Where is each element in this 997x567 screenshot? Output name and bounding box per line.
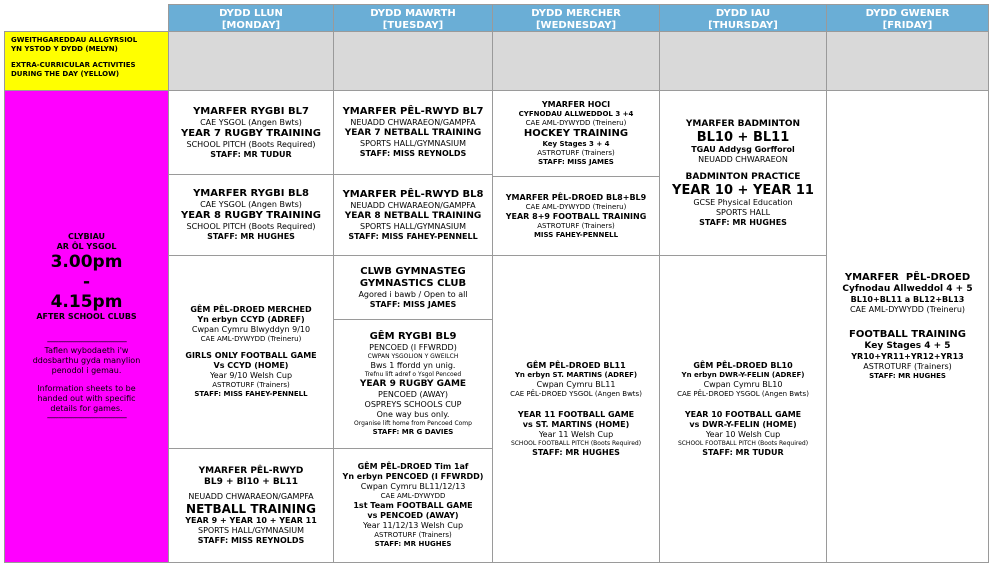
tuesday-year8-netball: [333, 174, 493, 256]
activity-title-welsh: YMARFER PÊL-DROED BL8+BL9: [505, 192, 647, 202]
clubs-note-welsh-line2: ddosbarthu gyda manylion: [32, 355, 141, 365]
activity-title-english: YEAR 7 RUGBY TRAINING: [181, 127, 321, 139]
activity-staff: STAFF: MISS FAHEY-PENNELL: [194, 390, 308, 398]
activity-competition-english: Year 9/10 Welsh Cup: [209, 371, 293, 380]
activity-years-english: YEAR 10 + YEAR 11: [672, 182, 814, 198]
activity-title-welsh: GÊM PÊL-DROED BL10: [693, 360, 793, 370]
activity-staff: STAFF: MR TUDUR: [210, 149, 292, 159]
activity-access: Agored i bawb / Open to all: [358, 289, 468, 299]
header-friday-welsh: DYDD GWENER: [865, 8, 950, 19]
clubs-separator-bottom: ------------------------------------------: [46, 412, 127, 422]
activity-location-welsh: CAE YSGOL (Angen Bwts): [200, 200, 302, 209]
during-day-thursday: [659, 31, 827, 91]
wednesday-year11-football-game: [492, 255, 660, 563]
activity-staff: STAFF: MISS FAHEY-PENNELL: [348, 231, 478, 241]
legend-welsh-line2: YN YSTOD Y DYDD (MELYN): [11, 45, 118, 53]
clubs-welsh-line2: AR ÔL YSGOL: [56, 241, 117, 251]
clubs-note-english-line3: details for games.: [50, 403, 123, 413]
activity-location-english: ASTROTURF (Trainers): [537, 221, 615, 230]
activity-title-welsh: YMARFER RYGBI BL8: [193, 188, 309, 199]
activity-staff: STAFF: MISS REYNOLDS: [359, 149, 467, 158]
activity-competition-english: OSPREYS SCHOOLS CUP: [364, 400, 462, 409]
header-monday-english: [MONDAY]: [221, 20, 281, 31]
activity-years-welsh: BL10 + BL11: [696, 129, 790, 145]
activity-title-english: 1st Team FOOTBALL GAME: [353, 501, 473, 510]
activity-opponent-welsh: Yn erbyn CCYD (ADREF): [197, 315, 305, 324]
activity-staff: STAFF: MR HUGHES: [532, 447, 620, 457]
legend-yellow: [4, 31, 169, 91]
activity-staff: STAFF: MR HUGHES: [699, 217, 787, 227]
clubs-welsh-line1: CLYBIAU: [67, 231, 106, 241]
clubs-separator-top: ------------------------------------------: [46, 336, 127, 346]
activity-staff: STAFF: MISS JAMES: [538, 158, 614, 166]
activity-opponent-english: vs ST. MARTINS (HOME): [522, 419, 630, 429]
activity-location-english: ASTROTURF (Trainers): [374, 531, 452, 539]
activity-location-english: SPORTS HALL/GYMNASIUM: [359, 139, 467, 148]
activity-title-welsh: YMARFER PÊL-RWYD BL8: [342, 188, 484, 200]
activity-title-english: HOCKEY TRAINING: [523, 128, 629, 139]
activity-location-english: SCHOOL PITCH (Boots Required): [186, 222, 316, 231]
activity-title-welsh: GÊM PÊL-DROED Tim 1af: [357, 462, 469, 471]
activity-title-english: YEAR 8+9 FOOTBALL TRAINING: [505, 211, 647, 221]
tuesday-first-team-football: [333, 448, 493, 563]
activity-venue-english: PENCOED (AWAY): [378, 390, 448, 399]
activity-opponent-welsh: Yn erbyn ST. MARTINS (ADREF): [514, 370, 638, 379]
activity-location-english: SPORTS HALL/GYMNASIUM: [359, 221, 467, 231]
activity-title-english: YEAR 7 NETBALL TRAINING: [344, 128, 482, 138]
monday-year8-rugby: [168, 174, 334, 256]
activity-location-english: SPORTS HALL/GYMNASIUM: [197, 525, 305, 535]
activity-location-english: ASTROTURF (Trainers): [212, 381, 290, 389]
activity-competition-english: Year 11 Welsh Cup: [538, 429, 614, 439]
activity-course-english: GCSE Physical Education: [693, 197, 793, 207]
activity-location-welsh: CAE AML-DYWYDD (Treineru): [525, 202, 627, 211]
activity-title-english: FOOTBALL TRAINING: [849, 329, 966, 340]
activity-staff: STAFF: MISS JAMES: [369, 299, 457, 309]
activity-staff: STAFF: MR HUGHES: [869, 372, 946, 380]
activity-location-english: ASTROTURF (Trainers): [537, 149, 615, 157]
activity-opponent-english: vs PENCOED (AWAY): [367, 511, 459, 520]
clubs-english: AFTER SCHOOL CLUBS: [36, 311, 137, 321]
activity-location-welsh: CAE AML-DYWYDD: [380, 492, 446, 500]
header-thursday-english: [THURSDAY]: [708, 20, 778, 31]
activity-location-welsh: NEUADD CHWARAEON/GAMPFA: [188, 491, 314, 501]
activity-location-welsh: CAE YSGOL (Angen Bwts): [200, 117, 302, 127]
header-wednesday: [492, 4, 660, 32]
activity-title-welsh: YMARFER PÊL-DROED: [844, 272, 971, 283]
tuesday-year9-rugby-game: [333, 319, 493, 449]
activity-staff: STAFF: MR TUDUR: [702, 447, 784, 457]
activity-title-welsh: YMARFER HOCI: [541, 100, 611, 109]
tuesday-gymnastics-club: [333, 255, 493, 320]
activity-title-welsh: GÊM PÊL-DROED BL11: [526, 360, 626, 370]
activity-opponent-english: Vs CCYD (HOME): [213, 361, 289, 370]
activity-competition-welsh: Cwpan Cymru BL11/12/13: [360, 482, 466, 491]
header-tuesday-english: [TUESDAY]: [382, 20, 444, 31]
activity-lift-note-english: Organise lift home from Pencoed Comp: [354, 420, 472, 427]
activity-title-welsh: YMARFER PÊL-RWYD: [198, 465, 304, 476]
clubs-time-start: 3.00pm: [50, 251, 123, 272]
activity-staff: MISS FAHEY-PENNELL: [533, 230, 619, 239]
activity-title-english: YEAR 11 FOOTBALL GAME: [517, 409, 635, 419]
activity-title-welsh: GÊM RYGBI BL9: [369, 331, 457, 342]
activity-location-welsh: CAE PÊL-DROED YSGOL (Angen Bwts): [677, 389, 809, 398]
activity-key-stages-english: Key Stages 4 + 5: [864, 341, 951, 351]
legend-english-line1: EXTRA-CURRICULAR ACTIVITIES: [11, 61, 136, 69]
friday-football-training: [826, 90, 989, 563]
activity-staff: STAFF: MR HUGHES: [207, 232, 295, 241]
header-tuesday-welsh: DYDD MAWRTH: [370, 8, 456, 19]
activity-staff: STAFF: MISS REYNOLDS: [197, 535, 305, 545]
activity-staff: STAFF: MR HUGHES: [374, 540, 452, 548]
activity-opponent-english: vs DWR-Y-FELIN (HOME): [689, 419, 797, 429]
activity-location-english: ASTROTURF (Trainers): [863, 362, 952, 371]
header-wednesday-english: [WEDNESDAY]: [535, 20, 617, 31]
header-thursday: [659, 4, 827, 32]
activity-location-english: SPORTS HALL: [715, 207, 771, 217]
wednesday-hockey-training: [492, 90, 660, 177]
activity-location-welsh: NEUADD CHWARAEON/GAMPFA: [350, 118, 476, 127]
activity-location-english: SCHOOL FOOTBALL PITCH (Boots Required): [677, 439, 809, 447]
clubs-note-english-line1: Information sheets to be: [37, 383, 136, 393]
activity-location-welsh: NEUADD CHWARAEON: [698, 154, 788, 164]
activity-competition-welsh: CWPAN YSGOLION Y GWEILCH: [367, 353, 459, 360]
during-day-tuesday: [333, 31, 493, 91]
during-day-wednesday: [492, 31, 660, 91]
activity-location-welsh: CAE AML-DYWYDD (Treineru): [849, 305, 966, 314]
activity-title-english: YEAR 10 FOOTBALL GAME: [684, 409, 802, 419]
activity-years-english: YR10+YR11+YR12+YR13: [851, 352, 964, 361]
activity-competition-welsh: Cwpan Cymru Blwyddyn 9/10: [191, 325, 311, 334]
monday-year7-rugby: [168, 90, 334, 175]
activity-location-welsh: CAE PÊL-DROED YSGOL (Angen Bwts): [510, 389, 642, 398]
activity-transport-welsh: Bws 1 ffordd yn unig.: [370, 361, 456, 370]
activity-title-english: GIRLS ONLY FOOTBALL GAME: [185, 351, 317, 360]
activity-title-english: BADMINTON PRACTICE: [685, 171, 801, 182]
activity-title-welsh: YMARFER BADMINTON: [685, 118, 801, 129]
activity-competition-english: Year 10 Welsh Cup: [705, 429, 781, 439]
clubs-time-dash: -: [82, 271, 91, 292]
monday-girls-football-game: [168, 255, 334, 449]
activity-title-english: YEAR 8 NETBALL TRAINING: [344, 210, 482, 221]
activity-competition-welsh: Cwpan Cymru BL11: [536, 379, 616, 389]
activity-competition-welsh: Cwpan Cymru BL10: [703, 379, 783, 389]
activity-key-stages-welsh: CYFNODAU ALLWEDDOL 3 +4: [518, 110, 634, 118]
header-monday-welsh: DYDD LLUN: [219, 8, 283, 19]
after-school-clubs-label: [4, 90, 169, 563]
during-day-monday: [168, 31, 334, 91]
activity-title-english: GYMNASTICS CLUB: [359, 277, 467, 289]
activity-years-welsh: BL9 + Bl10 + BL11: [203, 476, 299, 487]
activity-lift-note-welsh: Trefnu lift adref o Ysgol Pencoed: [364, 371, 462, 378]
activity-title-welsh: YMARFER RYGBI BL7: [193, 105, 309, 117]
activity-years-welsh: BL10+BL11 a BL12+BL13: [850, 295, 965, 304]
activity-title-welsh: GÊM PÊL-DROED MERCHED: [190, 305, 312, 314]
activity-competition-english: Year 11/12/13 Welsh Cup: [362, 521, 464, 530]
legend-english-line2: DURING THE DAY (YELLOW): [11, 70, 120, 78]
clubs-note-welsh-line1: Taflen wybodaeth i'w: [44, 345, 129, 355]
activity-location-welsh: CAE AML-DYWYDD (Treineru): [200, 335, 302, 343]
activity-venue-welsh: PENCOED (I FFWRDD): [369, 343, 457, 352]
clubs-note-english-line2: handed out with specific: [37, 393, 136, 403]
thursday-badminton-practice: [659, 90, 827, 256]
activity-location-english: SCHOOL PITCH (Boots Required): [186, 139, 316, 149]
legend-welsh-line1: GWEITHGAREDDAU ALLGYRSIOL: [11, 36, 138, 44]
monday-netball-training: [168, 448, 334, 563]
wednesday-year8-9-football: [492, 176, 660, 256]
activity-years-english: YEAR 9 + YEAR 10 + YEAR 11: [185, 515, 317, 525]
tuesday-year7-netball: [333, 90, 493, 175]
activity-opponent-welsh: Yn erbyn PENCOED (I FFWRDD): [342, 472, 484, 481]
activity-course-welsh: TGAU Addysg Gorfforol: [691, 144, 795, 154]
header-wednesday-welsh: DYDD MERCHER: [531, 8, 621, 19]
activity-key-stages-english: Key Stages 3 + 4: [542, 140, 610, 148]
activity-location-welsh: CAE AML-DYWYDD (Treineru): [525, 119, 627, 127]
activity-location-welsh: NEUADD CHWARAEON/GAMPFA: [350, 200, 476, 210]
clubs-note-welsh-line3: penodol i gemau.: [51, 365, 122, 375]
thursday-year10-football-game: [659, 255, 827, 563]
clubs-time-end: 4.15pm: [50, 291, 123, 312]
during-day-friday: [826, 31, 989, 91]
activity-staff: STAFF: MR G DAVIES: [372, 428, 454, 436]
header-thursday-welsh: DYDD IAU: [715, 8, 771, 19]
activity-transport-english: One way bus only.: [376, 410, 450, 419]
activity-title-english: NETBALL TRAINING: [186, 501, 316, 516]
header-friday-english: [FRIDAY]: [882, 20, 933, 31]
header-monday: [168, 4, 334, 32]
activity-opponent-welsh: Yn erbyn DWR-Y-FELIN (ADREF): [681, 370, 805, 379]
corner-cell: [0, 0, 169, 31]
activity-title-english: YEAR 9 RUGBY GAME: [359, 379, 467, 389]
activity-title-welsh: CLWB GYMNASTEG: [360, 265, 466, 277]
header-friday: [826, 4, 989, 32]
activity-title-welsh: YMARFER PÊL-RWYD BL7: [342, 106, 484, 117]
activity-key-stages-welsh: Cyfnodau Allweddol 4 + 5: [842, 284, 973, 294]
activity-title-english: YEAR 8 RUGBY TRAINING: [181, 210, 321, 221]
header-tuesday: [333, 4, 493, 32]
activity-location-english: SCHOOL FOOTBALL PITCH (Boots Required): [510, 439, 642, 447]
